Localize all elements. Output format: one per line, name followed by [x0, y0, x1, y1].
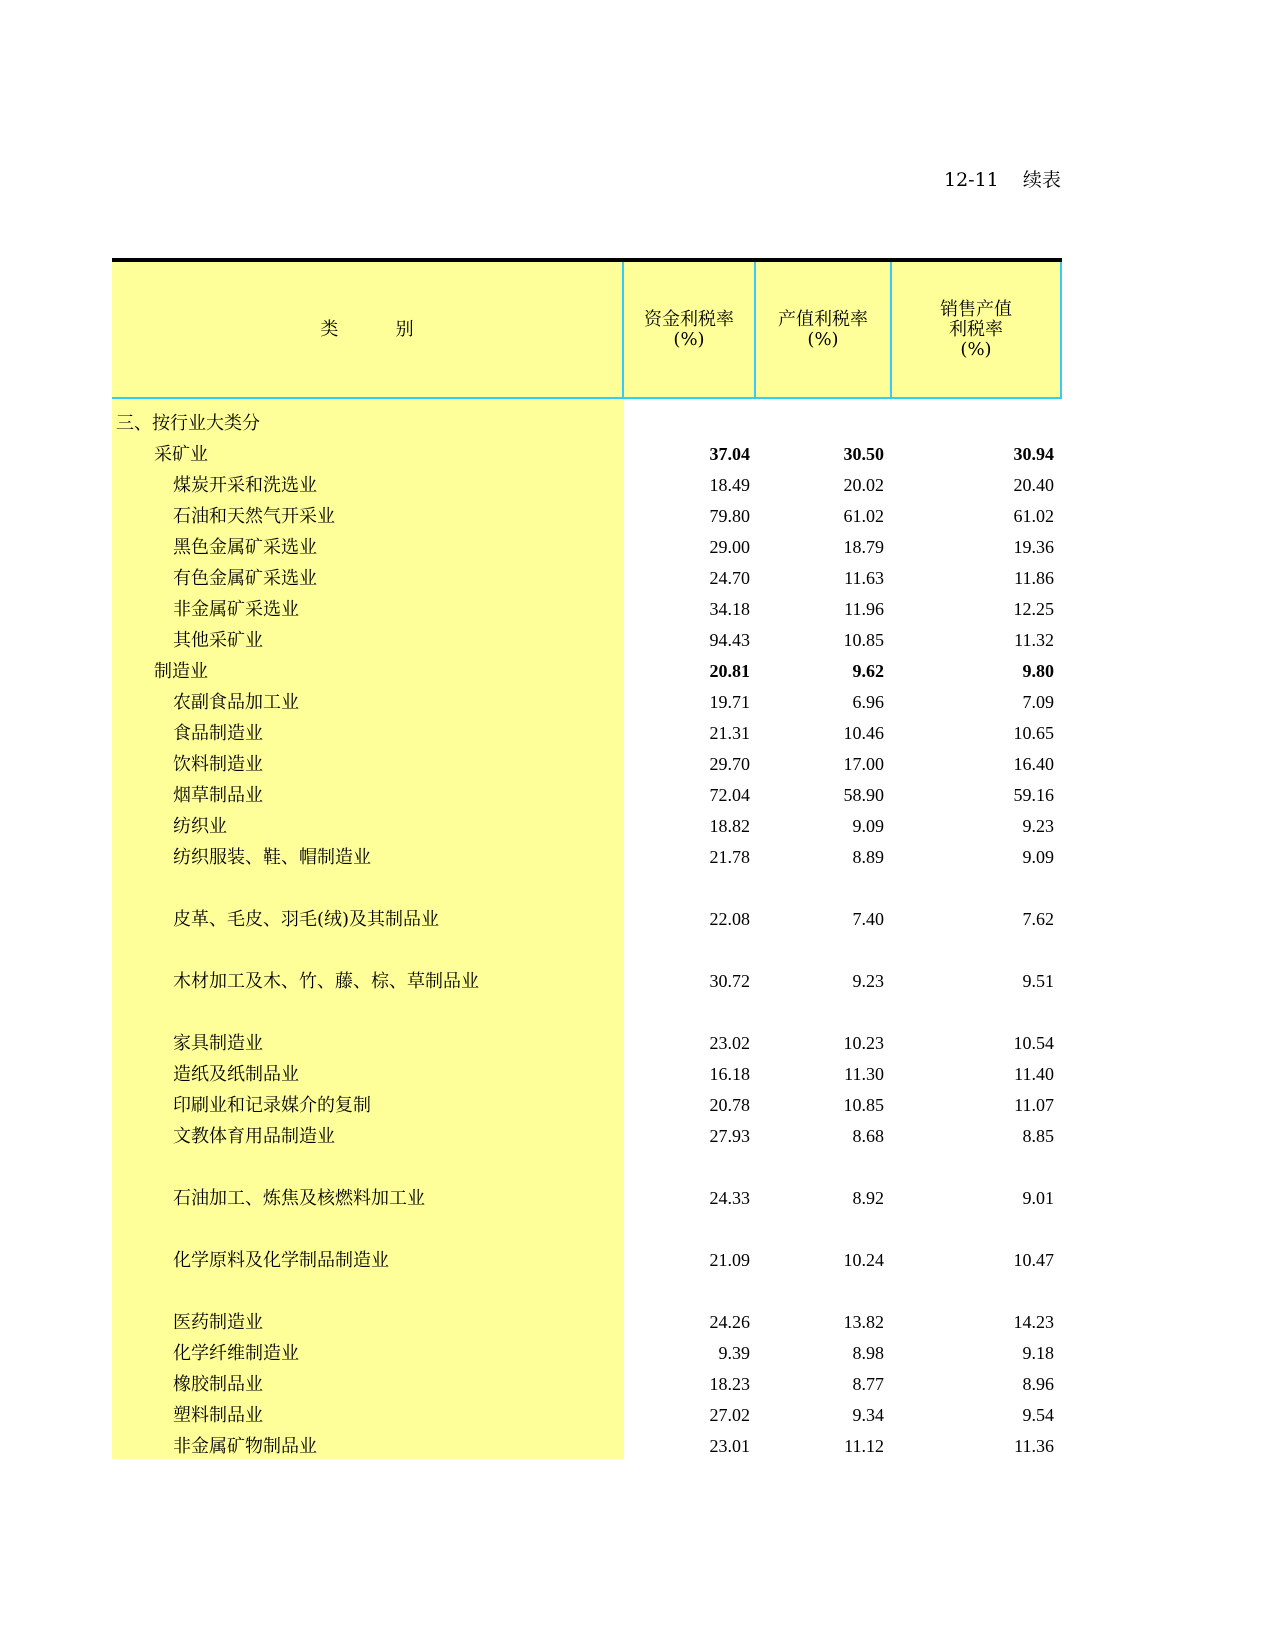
row-label: 黑色金属矿采选业	[173, 537, 317, 558]
capital-tax-rate-value: 37.04	[709, 444, 750, 464]
row-label: 制造业	[154, 661, 208, 682]
table-row	[112, 1369, 1062, 1400]
output-tax-rate-value: 11.12	[844, 1436, 884, 1456]
output-tax-rate-value: 10.24	[843, 1250, 884, 1270]
sales-tax-rate-value: 11.36	[1014, 1436, 1054, 1456]
output-tax-rate-value: 8.92	[852, 1188, 884, 1208]
table-header	[112, 258, 1062, 399]
row-label: 煤炭开采和洗选业	[173, 475, 317, 496]
sales-tax-rate-value: 11.32	[1014, 630, 1054, 650]
sales-tax-rate-value: 7.62	[1022, 909, 1054, 929]
row-label: 医药制造业	[173, 1312, 263, 1333]
table-row	[112, 811, 1062, 842]
capital-tax-rate-value: 21.09	[709, 1250, 750, 1270]
output-tax-rate-value: 8.68	[852, 1126, 884, 1146]
output-tax-rate-value: 30.50	[843, 444, 884, 464]
row-label: 有色金属矿采选业	[173, 568, 317, 589]
sales-tax-rate-value: 61.02	[1013, 506, 1054, 526]
row-label: 印刷业和记录媒介的复制	[173, 1095, 371, 1116]
row-label: 农副食品加工业	[173, 692, 299, 713]
output-tax-rate-value: 11.96	[844, 599, 884, 619]
table-row	[112, 997, 1062, 1059]
output-tax-rate-value: 10.23	[843, 1033, 884, 1053]
sales-tax-rate-value: 14.23	[1013, 1312, 1054, 1332]
table-number: 12-11 续表	[944, 169, 1061, 191]
capital-tax-rate-value: 27.93	[709, 1126, 750, 1146]
output-tax-rate-value: 8.77	[852, 1374, 884, 1394]
output-tax-rate-value: 17.00	[843, 754, 884, 774]
output-tax-rate-value: 6.96	[852, 692, 884, 712]
capital-tax-rate-value: 24.70	[709, 568, 750, 588]
output-tax-rate-value: 9.62	[852, 661, 884, 681]
row-label: 皮革、毛皮、羽毛(绒)及其制品业	[173, 909, 440, 930]
capital-tax-rate-value: 19.71	[709, 692, 750, 712]
sales-tax-rate-value: 12.25	[1013, 599, 1054, 619]
table-row	[112, 749, 1062, 780]
table-row	[112, 780, 1062, 811]
header-line: 资金利税率	[644, 308, 734, 330]
capital-tax-rate-value: 79.80	[709, 506, 750, 526]
capital-tax-rate-value: 21.31	[709, 723, 750, 743]
capital-tax-rate-value: 21.78	[709, 847, 750, 867]
capital-tax-rate-value: 29.70	[709, 754, 750, 774]
output-tax-rate-value: 9.34	[852, 1405, 884, 1425]
header-capital-tax-rate	[624, 262, 756, 399]
output-tax-rate-value: 8.89	[852, 847, 884, 867]
sales-tax-rate-value: 30.94	[1013, 444, 1054, 464]
table-row	[112, 625, 1062, 656]
row-label: 石油和天然气开采业	[173, 506, 335, 527]
capital-tax-rate-value: 24.33	[709, 1188, 750, 1208]
sales-tax-rate-value: 11.86	[1014, 568, 1054, 588]
capital-tax-rate-value: 72.04	[709, 785, 750, 805]
table-row	[112, 532, 1062, 563]
capital-tax-rate-value: 9.39	[718, 1343, 750, 1363]
sales-tax-rate-value: 11.07	[1014, 1095, 1054, 1115]
sales-tax-rate-value: 10.47	[1013, 1250, 1054, 1270]
table-row	[112, 935, 1062, 997]
output-tax-rate-value: 10.85	[843, 630, 884, 650]
capital-tax-rate-value: 29.00	[709, 537, 750, 557]
table-body	[112, 408, 1062, 1462]
output-tax-rate-value: 61.02	[843, 506, 884, 526]
table-row	[112, 563, 1062, 594]
sales-tax-rate-value: 9.09	[1022, 847, 1054, 867]
row-label: 非金属矿采选业	[173, 599, 299, 620]
row-label: 饮料制造业	[173, 754, 263, 775]
capital-tax-rate-value: 34.18	[709, 599, 750, 619]
header-category	[112, 262, 624, 399]
capital-tax-rate-value: 27.02	[709, 1405, 750, 1425]
row-label: 纺织业	[173, 816, 227, 837]
table-row	[112, 1338, 1062, 1369]
header-unit: (%)	[960, 338, 992, 360]
header-unit: (%)	[673, 328, 705, 350]
sales-tax-rate-value: 11.40	[1014, 1064, 1054, 1084]
output-tax-rate-value: 9.23	[852, 971, 884, 991]
row-label: 烟草制品业	[173, 785, 263, 806]
table-row	[112, 1276, 1062, 1338]
row-label: 化学纤维制造业	[173, 1343, 299, 1364]
output-tax-rate-value: 10.46	[843, 723, 884, 743]
capital-tax-rate-value: 18.82	[709, 816, 750, 836]
sales-tax-rate-value: 9.51	[1022, 971, 1054, 991]
row-label: 其他采矿业	[173, 630, 263, 651]
table-row	[112, 594, 1062, 625]
table-row	[112, 1121, 1062, 1152]
row-label: 化学原料及化学制品制造业	[173, 1250, 389, 1271]
table-row	[112, 1059, 1062, 1090]
output-tax-rate-value: 9.09	[852, 816, 884, 836]
header-output-tax-rate	[756, 262, 892, 399]
table-row	[112, 873, 1062, 935]
capital-tax-rate-value: 23.01	[709, 1436, 750, 1456]
output-tax-rate-value: 11.63	[844, 568, 884, 588]
row-label: 食品制造业	[173, 723, 263, 744]
header-line: 销售产值	[940, 298, 1012, 320]
output-tax-rate-value: 20.02	[843, 475, 884, 495]
sales-tax-rate-value: 8.85	[1022, 1126, 1054, 1146]
sales-tax-rate-value: 10.65	[1013, 723, 1054, 743]
row-label: 家具制造业	[173, 1033, 263, 1054]
capital-tax-rate-value: 24.26	[709, 1312, 750, 1332]
output-tax-rate-value: 7.40	[852, 909, 884, 929]
section-title: 三、按行业大类分	[116, 413, 260, 434]
table-row	[112, 1431, 1062, 1462]
capital-tax-rate-value: 16.18	[709, 1064, 750, 1084]
capital-tax-rate-value: 30.72	[709, 971, 750, 991]
row-label: 木材加工及木、竹、藤、棕、草制品业	[173, 971, 479, 992]
row-label: 造纸及纸制品业	[173, 1064, 299, 1085]
sales-tax-rate-value: 7.09	[1022, 692, 1054, 712]
sales-tax-rate-value: 59.16	[1013, 785, 1054, 805]
output-tax-rate-value: 11.30	[844, 1064, 884, 1084]
table-row	[112, 687, 1062, 718]
row-label: 文教体育用品制造业	[173, 1126, 335, 1147]
header-unit: (%)	[807, 328, 839, 350]
capital-tax-rate-value: 20.81	[709, 661, 750, 681]
table-row	[112, 501, 1062, 532]
capital-tax-rate-value: 23.02	[709, 1033, 750, 1053]
output-tax-rate-value: 58.90	[843, 785, 884, 805]
capital-tax-rate-value: 18.49	[709, 475, 750, 495]
sales-tax-rate-value: 9.80	[1022, 661, 1054, 681]
sales-tax-rate-value: 8.96	[1022, 1374, 1054, 1394]
capital-tax-rate-value: 18.23	[709, 1374, 750, 1394]
output-tax-rate-value: 18.79	[843, 537, 884, 557]
sales-tax-rate-value: 19.36	[1013, 537, 1054, 557]
row-label: 石油加工、炼焦及核燃料加工业	[173, 1188, 425, 1209]
row-label: 采矿业	[154, 444, 208, 465]
capital-tax-rate-value: 94.43	[709, 630, 750, 650]
table-row	[112, 1400, 1062, 1431]
row-label: 橡胶制品业	[173, 1374, 263, 1395]
output-tax-rate-value: 13.82	[843, 1312, 884, 1332]
sales-tax-rate-value: 9.01	[1022, 1188, 1054, 1208]
sales-tax-rate-value: 20.40	[1013, 475, 1054, 495]
sales-tax-rate-value: 9.23	[1022, 816, 1054, 836]
sales-tax-rate-value: 9.54	[1022, 1405, 1054, 1425]
table-row	[112, 470, 1062, 501]
output-tax-rate-value: 8.98	[852, 1343, 884, 1363]
output-tax-rate-value: 10.85	[843, 1095, 884, 1115]
row-label: 纺织服装、鞋、帽制造业	[173, 847, 371, 868]
table-row	[112, 656, 1062, 687]
table-row	[112, 439, 1062, 470]
section-title-row	[112, 408, 1062, 439]
table-row	[112, 1090, 1062, 1121]
table-row	[112, 1214, 1062, 1276]
sales-tax-rate-value: 10.54	[1013, 1033, 1054, 1053]
sales-tax-rate-value: 9.18	[1022, 1343, 1054, 1363]
header-line: 利税率	[949, 318, 1003, 340]
table-row	[112, 718, 1062, 749]
table-row	[112, 842, 1062, 873]
header-category-label: 类 别	[320, 318, 414, 340]
header-line: 产值利税率	[778, 308, 868, 330]
row-label: 塑料制品业	[173, 1405, 263, 1426]
row-label: 非金属矿物制品业	[173, 1436, 317, 1457]
capital-tax-rate-value: 20.78	[709, 1095, 750, 1115]
sales-tax-rate-value: 16.40	[1013, 754, 1054, 774]
header-sales-tax-rate	[892, 262, 1062, 399]
table-row	[112, 1152, 1062, 1214]
capital-tax-rate-value: 22.08	[709, 909, 750, 929]
